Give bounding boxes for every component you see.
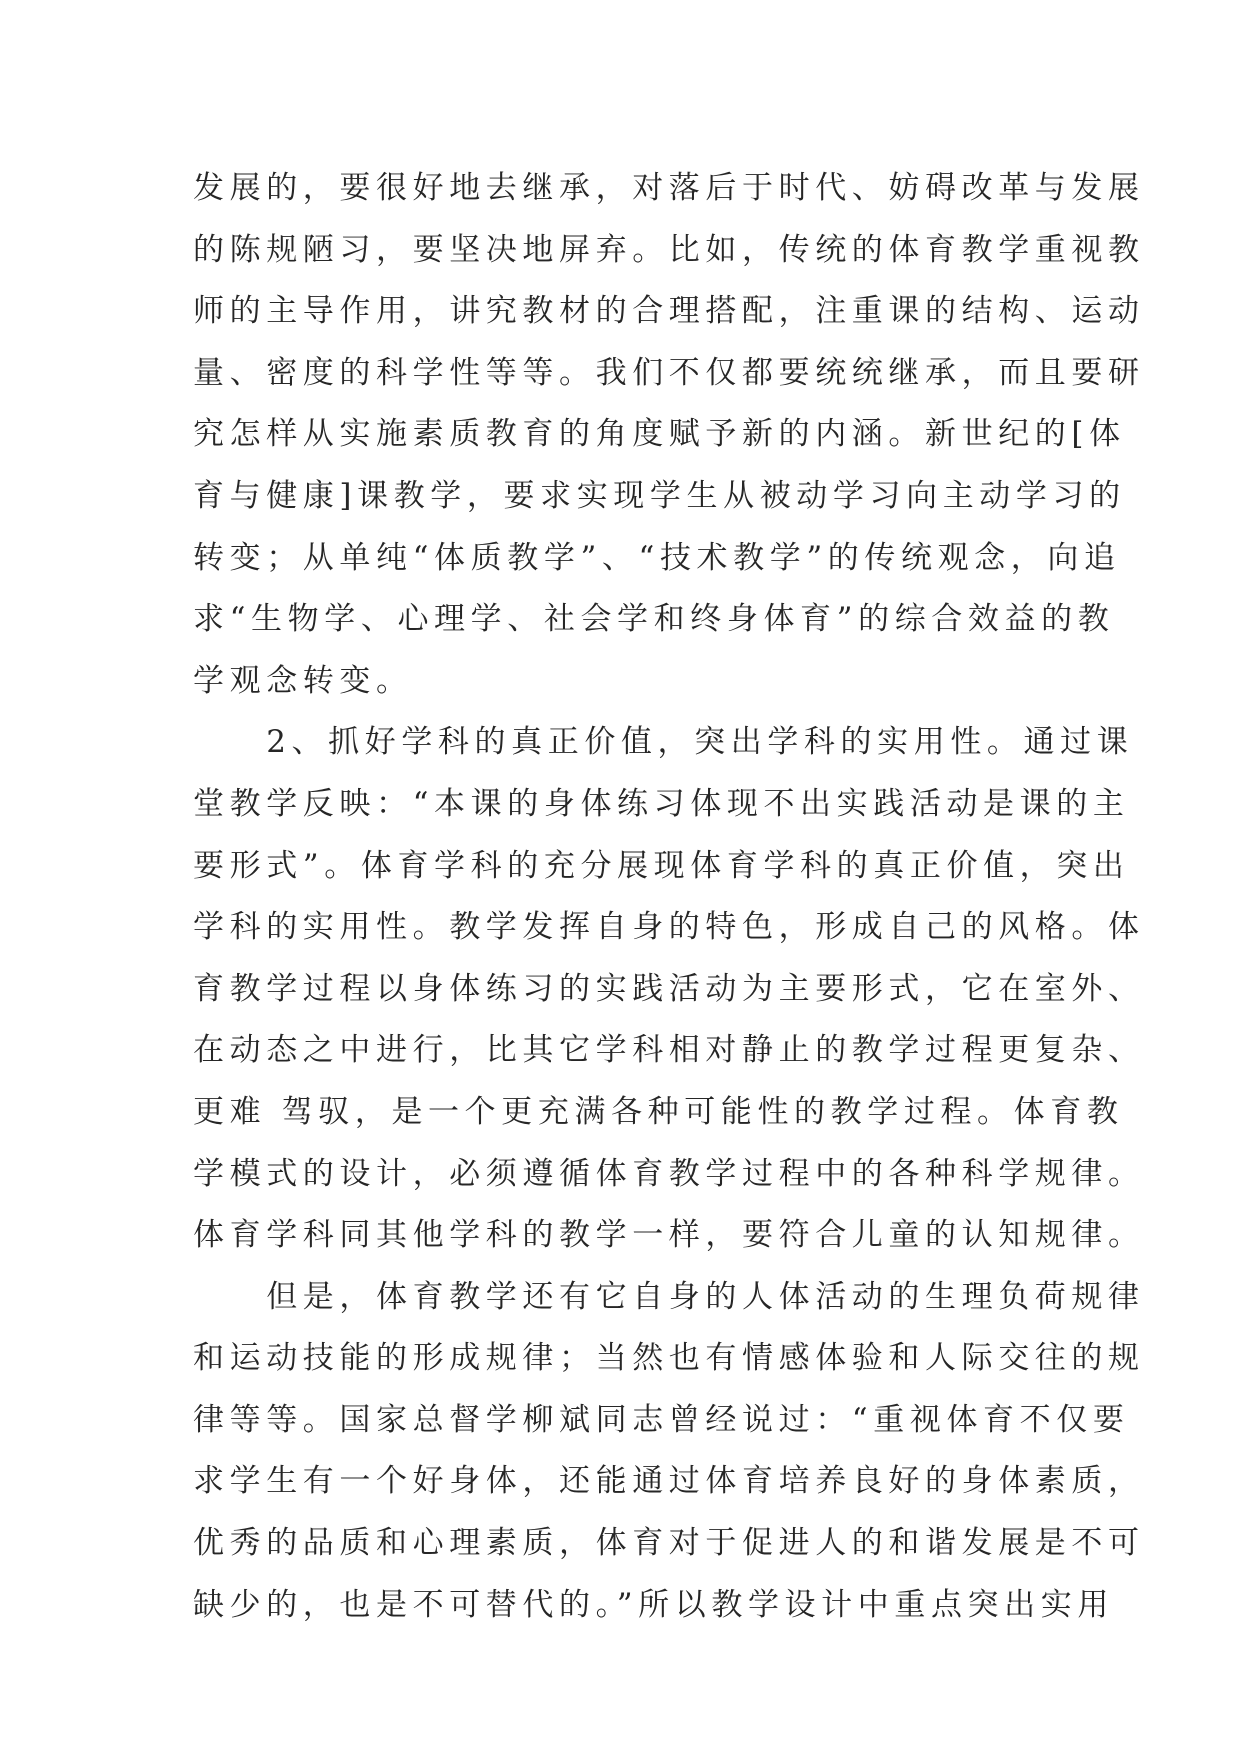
text-line: 量、密度的科学性等等。我们不仅都要统统继承，而且要研 bbox=[193, 354, 1145, 391]
paragraph-start-line: 但是，体育教学还有它自身的人体活动的生理负荷规律 bbox=[193, 1278, 1145, 1315]
text-line: 究怎样从实施素质教育的角度赋予新的内涵。新世纪的[体 bbox=[193, 416, 1126, 453]
text-line: 更难 驾驭，是一个更充满各种可能性的教学过程。体育教 bbox=[193, 1093, 1124, 1130]
text-line: 求学生有一个好身体，还能通过体育培养良好的身体素质， bbox=[193, 1463, 1145, 1500]
paragraph-start-line: 2、抓好学科的真正价值，突出学科的实用性。通过课 bbox=[193, 724, 1134, 761]
text-line: 和运动技能的形成规律；当然也有情感体验和人际交往的规 bbox=[193, 1340, 1145, 1377]
text-line: 缺少的，也是不可替代的。”所以教学设计中重点突出实用 bbox=[193, 1586, 1114, 1623]
text-line: 育教学过程以身体练习的实践活动为主要形式，它在室外、 bbox=[193, 970, 1145, 1007]
text-line: 转变；从单纯“体质教学”、“技术教学”的传统观念，向追 bbox=[193, 539, 1121, 576]
text-line: 师的主导作用，讲究教材的合理搭配，注重课的结构、运动 bbox=[193, 293, 1145, 330]
text-line: 发展的，要很好地去继承，对落后于时代、妨碍改革与发展 bbox=[193, 170, 1145, 206]
text-line: 律等等。国家总督学柳斌同志曾经说过：“重视体育不仅要 bbox=[193, 1401, 1130, 1438]
text-line: 体育学科同其他学科的教学一样，要符合儿童的认知规律。 bbox=[193, 1217, 1145, 1254]
text-line: 学科的实用性。教学发挥自身的特色，形成自己的风格。体 bbox=[193, 909, 1145, 946]
text-line: 要形式”。体育学科的充分展现体育学科的真正价值，突出 bbox=[193, 847, 1130, 884]
text-line: 堂教学反映：“本课的身体练习体现不出实践活动是课的主 bbox=[193, 785, 1130, 822]
text-line: 求“生物学、心理学、社会学和终身体育”的综合效益的教 bbox=[193, 601, 1115, 638]
text-line: 的陈规陋习，要坚决地屏弃。比如，传统的体育教学重视教 bbox=[193, 231, 1145, 268]
text-line: 育与健康]课教学，要求实现学生从被动学习向主动学习的 bbox=[193, 477, 1126, 514]
body-text bbox=[193, 158, 1145, 1636]
text-line: 学观念转变。 bbox=[193, 662, 413, 699]
text-line: 学模式的设计，必须遵循体育教学过程中的各种科学规律。 bbox=[193, 1155, 1145, 1192]
text-line: 优秀的品质和心理素质，体育对于促进人的和谐发展是不可 bbox=[193, 1525, 1145, 1562]
text-line: 在动态之中进行，比其它学科相对静止的教学过程更复杂、 bbox=[193, 1032, 1145, 1069]
